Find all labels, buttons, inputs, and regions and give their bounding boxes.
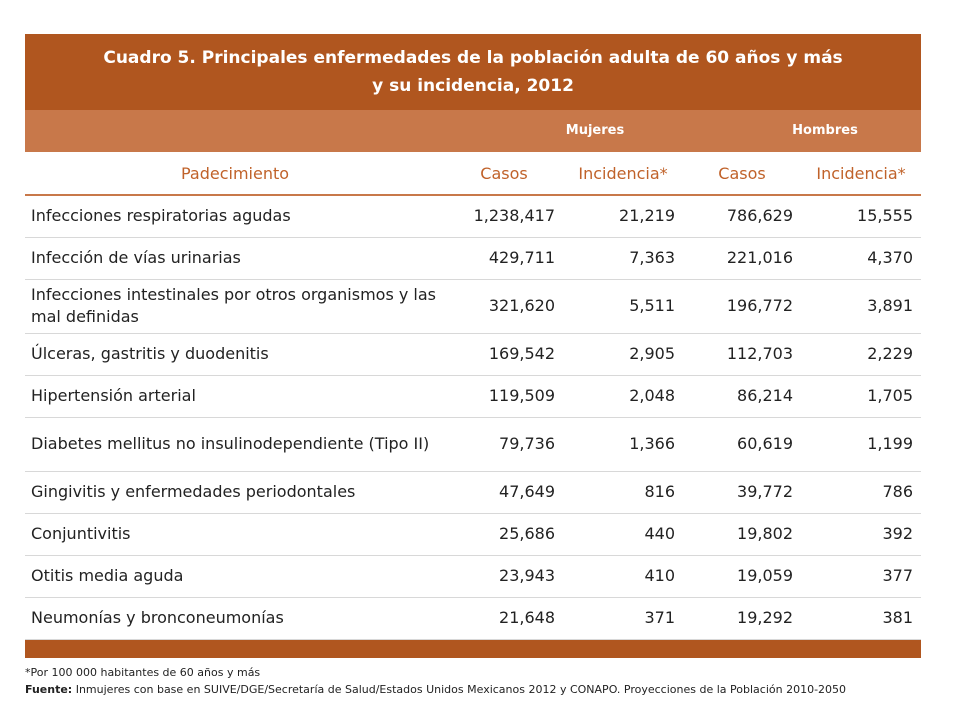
- cell-women-cases: 429,711: [445, 237, 563, 279]
- cell-women-cases: 47,649: [445, 471, 563, 513]
- data-table-panel: [25, 34, 921, 658]
- group-header-bar: [25, 110, 921, 152]
- cell-padecimiento: Diabetes mellitus no insulinodependiente (Tipo II): [25, 417, 445, 471]
- cell-padecimiento: Infecciones intestinales por otros organismos y las mal definidas: [25, 279, 445, 333]
- table-row: [25, 375, 921, 417]
- table-title-line1: Cuadro 5. Principales enfermedades de la población adulta de 60 años y más: [103, 48, 843, 68]
- table-title-line2: y su incidencia, 2012: [372, 76, 574, 96]
- cell-women-cases: 321,620: [445, 279, 563, 333]
- col-header-women-incidence: Incidencia*: [563, 152, 683, 195]
- cell-women-incidence: 371: [563, 597, 683, 639]
- table-row: [25, 195, 921, 237]
- col-header-women-cases: Casos: [445, 152, 563, 195]
- cell-women-incidence: 2,048: [563, 375, 683, 417]
- cell-men-cases: 39,772: [683, 471, 801, 513]
- cell-padecimiento: Neumonías y bronconeumonías: [25, 597, 445, 639]
- group-women-label: Mujeres: [565, 123, 625, 138]
- cell-women-incidence: 2,905: [563, 333, 683, 375]
- cell-women-cases: 119,509: [445, 375, 563, 417]
- cell-men-cases: 19,059: [683, 555, 801, 597]
- cell-men-incidence: 2,229: [801, 333, 921, 375]
- table-row: [25, 237, 921, 279]
- cell-women-cases: 21,648: [445, 597, 563, 639]
- column-header-row: [25, 152, 921, 195]
- group-men-label: Hombres: [792, 123, 858, 138]
- cell-padecimiento: Gingivitis y enfermedades periodontales: [25, 471, 445, 513]
- cell-men-cases: 60,619: [683, 417, 801, 471]
- cell-women-cases: 79,736: [445, 417, 563, 471]
- source-note: [25, 683, 846, 696]
- cell-women-incidence: 5,511: [563, 279, 683, 333]
- cell-men-incidence: 786: [801, 471, 921, 513]
- cell-women-incidence: 816: [563, 471, 683, 513]
- cell-women-cases: 23,943: [445, 555, 563, 597]
- source-label: Fuente:: [25, 683, 73, 696]
- cell-women-incidence: 410: [563, 555, 683, 597]
- disease-table: [25, 152, 921, 640]
- cell-men-cases: 221,016: [683, 237, 801, 279]
- cell-women-incidence: 1,366: [563, 417, 683, 471]
- cell-men-incidence: 15,555: [801, 195, 921, 237]
- col-header-men-incidence: Incidencia*: [801, 152, 921, 195]
- cell-men-cases: 786,629: [683, 195, 801, 237]
- table-row: [25, 471, 921, 513]
- cell-men-cases: 196,772: [683, 279, 801, 333]
- cell-padecimiento: Otitis media aguda: [25, 555, 445, 597]
- cell-men-incidence: 381: [801, 597, 921, 639]
- col-header-men-cases: Casos: [683, 152, 801, 195]
- cell-padecimiento: Conjuntivitis: [25, 513, 445, 555]
- cell-men-cases: 112,703: [683, 333, 801, 375]
- col-header-padecimiento: Padecimiento: [25, 152, 445, 195]
- table-row: [25, 597, 921, 639]
- table-row: [25, 279, 921, 333]
- cell-men-incidence: 377: [801, 555, 921, 597]
- cell-padecimiento: Úlceras, gastritis y duodenitis: [25, 333, 445, 375]
- cell-men-cases: 19,292: [683, 597, 801, 639]
- cell-padecimiento: Infecciones respiratorias agudas: [25, 195, 445, 237]
- table-row: [25, 555, 921, 597]
- cell-women-cases: 25,686: [445, 513, 563, 555]
- cell-men-incidence: 4,370: [801, 237, 921, 279]
- cell-men-incidence: 1,199: [801, 417, 921, 471]
- cell-men-incidence: 392: [801, 513, 921, 555]
- cell-padecimiento: Hipertensión arterial: [25, 375, 445, 417]
- table-title-bar: [25, 34, 921, 110]
- cell-padecimiento: Infección de vías urinarias: [25, 237, 445, 279]
- cell-women-cases: 1,238,417: [445, 195, 563, 237]
- table-row: [25, 333, 921, 375]
- cell-women-cases: 169,542: [445, 333, 563, 375]
- cell-men-incidence: 1,705: [801, 375, 921, 417]
- cell-men-incidence: 3,891: [801, 279, 921, 333]
- source-text: Inmujeres con base en SUIVE/DGE/Secretaría de Salud/Estados Unidos Mexicanos 2012 y CONAPO. Proyecciones de la Población 2010-2050: [72, 683, 847, 696]
- cell-women-incidence: 7,363: [563, 237, 683, 279]
- footnote: *Por 100 000 habitantes de 60 años y más: [25, 666, 261, 679]
- cell-men-cases: 86,214: [683, 375, 801, 417]
- cell-men-cases: 19,802: [683, 513, 801, 555]
- cell-women-incidence: 440: [563, 513, 683, 555]
- table-bottom-bar: [25, 640, 921, 658]
- cell-women-incidence: 21,219: [563, 195, 683, 237]
- table-row: [25, 417, 921, 471]
- table-row: [25, 513, 921, 555]
